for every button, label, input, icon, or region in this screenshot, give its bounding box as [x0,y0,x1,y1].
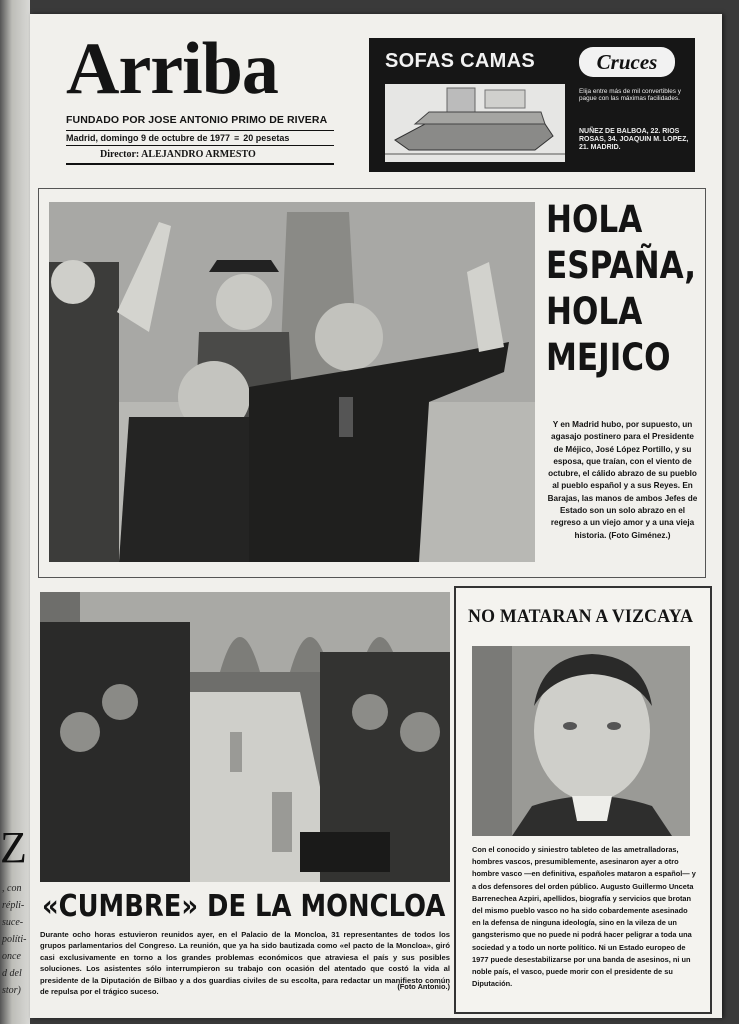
moncloa-headline: «CUMBRE» DE LA MONCLOA [42,889,446,924]
spine-text: , con répli- suce- políti- once d del stor) [2,883,27,996]
dateline [66,130,334,146]
vizcaya-headline: NO MATARAN A VIZCAYA [468,606,694,627]
moncloa-photo-credit: (Foto Antonio.) [397,982,450,991]
issue-date: Madrid, domingo 9 de octubre de 1977 [66,133,231,143]
moncloa-story [38,592,452,1006]
ad-brand-logo: Cruces [579,47,675,77]
newspaper-front-page [30,14,722,1018]
director-line: Director: ALEJANDRO ARMESTO [66,146,334,165]
lead-story [38,188,706,578]
founded-line: FUNDADO POR JOSE ANTONIO PRIMO DE RIVERA [66,114,328,126]
sofa-advertisement [369,38,695,172]
dateline-separator: ≡ [234,133,240,143]
lead-headline: HOLA ESPAÑA, HOLA MEJICO [546,198,697,379]
masthead [66,28,334,165]
vizcaya-body: Con el conocido y siniestro tableteo de las ametralladoras, hombres vascos, presumiblemente, asesinaron ayer a otro hombre vasco —en definitiva, españoles mataron a español— y a dos defensores del orden público. Augusto Guillermo Unceta Barrenechea Azpiri, apellidos, biografía y servicios que brotan del mismo pueblo vasco no ha sido cobardemente asesinado en la defensa de ninguna ideología, sino en la vileza de un gangsterismo que no puede ni podrá hacer peligrar a toda una sociedad y a todo un norte político. Ni un Estado europeo de 1977 puede desestabilizarse por una banda de asesinos, ni un noble país, el vasco, puede morir con el presidente de su Diputación. [472,845,696,989]
moncloa-photo [40,592,450,882]
sofa-photo [385,84,565,162]
vizcaya-story [454,586,712,1014]
ad-text: Elija entre más de mil convertibles y pague con las máximas facilidades. [579,88,681,103]
lead-photo [49,202,535,562]
portrait-photo [472,646,690,836]
spine-letter: Z [0,823,27,872]
adjacent-page-edge [0,0,30,1024]
moncloa-body: Durante ocho horas estuvieron reunidos ayer, en el Palacio de la Moncloa, 31 representantes de todos los grupos parlamentarios del Congreso. La reunión, que ya ha sido bautizada como «el pacto de la Moncloa», giró casi exclusivamente en torno a los grandes problemas económicos que atraviesa el país y sus posibles soluciones. Los asistentes sólo interrumpieron su trabajo con ocasión del atentado que costó la vida al presidente de la Diputación de Bilbao y a dos guardias civiles de su escolta, para redactar un manifiesto común de repulsa por el trágico suceso. [40,930,450,997]
newspaper-logo: Arriba [66,28,278,110]
lead-body: Y en Madrid hubo, por supuesto, un agasajo postinero para el Presidente de Méjico, José López Portillo, y su esposa, que traían, con el viento de octubre, el cálido abrazo de su pueblo al pueblo español y a sus Reyes. En Barajas, las manos de ambos Jefes de Estado son un solo abrazo en el regreso a un viejo amor y a una vieja historia. (Foto Giménez.) [547,420,698,540]
ad-title: SOFAS CAMAS [385,50,535,72]
issue-price: 20 pesetas [243,133,290,143]
ad-address: NUÑEZ DE BALBOA, 22. RIOS ROSAS, 34. JOAQUIN M. LOPEZ, 21. MADRID. [579,128,689,152]
